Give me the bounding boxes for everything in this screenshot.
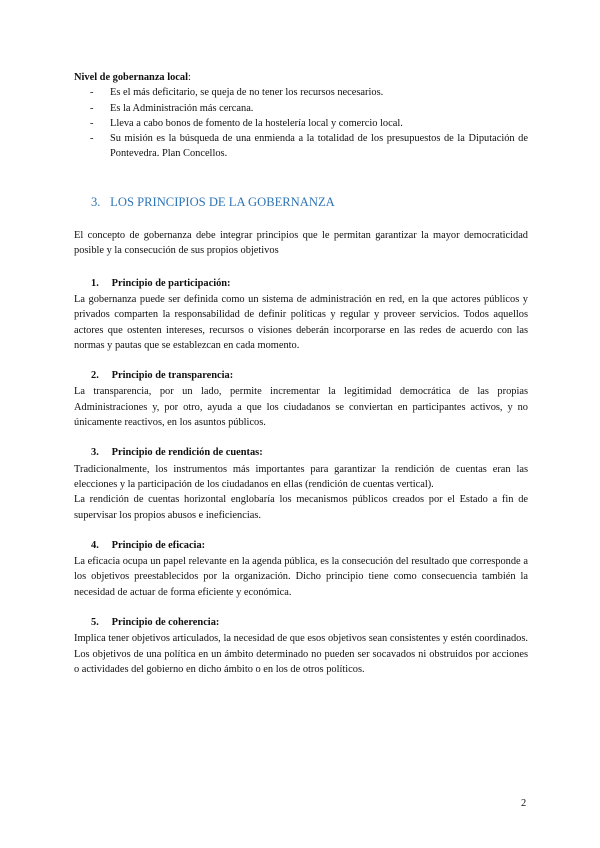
principle-paragraph: La transparencia, por un lado, permite incrementar la legitimidad democrática de las propias Administraciones y, por otro, ayuda a que los ciudadanos se conviertan en participantes activos, y no únicamente reactivos, en los asuntos públicos. bbox=[74, 386, 528, 429]
principle-title bbox=[74, 445, 528, 460]
principle-title-text: Principio de coherencia: bbox=[111, 617, 220, 629]
principle-accountability bbox=[74, 445, 528, 522]
section-intro: El concepto de gobernanza debe integrar principios que le permitan garantizar la mayor democraticidad posible y la consecución de sus propios objetivos bbox=[74, 230, 528, 257]
principle-participation bbox=[74, 276, 528, 353]
principle-paragraph: Tradicionalmente, los instrumentos más importantes para garantizar la rendición de cuentas eran las elecciones y la participación de los ciudadanos en ellas (rendición de cuentas vertical). bbox=[74, 463, 528, 490]
list-item bbox=[74, 131, 528, 162]
principle-number: 4. bbox=[91, 539, 99, 551]
list-item-text: Lleva a cabo bonos de fomento de la hostelería local y comercio local. bbox=[110, 117, 403, 129]
principle-title bbox=[74, 615, 528, 630]
page-number: 2 bbox=[521, 798, 527, 809]
list-item-text: Es el más deficitario, se queja de no tener los recursos necesarios. bbox=[110, 87, 384, 99]
local-governance-heading bbox=[74, 70, 528, 85]
principle-title-text: Principio de eficacia: bbox=[111, 539, 206, 551]
principle-paragraph: La gobernanza puede ser definida como un sistema de administración en red, en la que actores públicos y privados comparten la responsabilidad de definir políticas y regular y proveer servicios. Todos aquellos actores que ostenten intereses, recursos o visiones deberán incorporarse en las redes de acuerdo con las normas y pautas que se establezcan en cada momento. bbox=[74, 293, 528, 351]
section-title: LOS PRINCIPIOS DE LA GOBERNANZA bbox=[110, 194, 335, 209]
section-number: 3. bbox=[91, 194, 101, 209]
list-item bbox=[74, 85, 528, 100]
dash-marker: - bbox=[90, 102, 94, 114]
dash-marker: - bbox=[90, 87, 94, 99]
principle-paragraph: La rendición de cuentas horizontal englobaría los mecanismos públicos creados por el Estado a fin de supervisar los propios abusos e ineficiencias. bbox=[74, 494, 528, 521]
principle-number: 3. bbox=[91, 447, 99, 459]
local-governance-title: Nivel de gobernanza local bbox=[74, 72, 188, 83]
principle-title bbox=[74, 368, 528, 383]
principle-title-text: Principio de transparencia: bbox=[111, 370, 234, 382]
principle-title-text: Principio de rendición de cuentas: bbox=[111, 447, 263, 459]
local-governance-list bbox=[74, 85, 528, 161]
principle-title bbox=[74, 276, 528, 291]
principle-efficacy bbox=[74, 538, 528, 600]
principle-paragraph: Implica tener objetivos articulados, la necesidad de que esos objetivos sean consistentes y estén coordinados. Los objetivos de una política en un ámbito determinado no pueden ser socavados ni obstruidos por acciones o actividades del gobierno en dicho ámbito o en los de otros políticos. bbox=[74, 633, 528, 675]
principle-coherence bbox=[74, 615, 528, 677]
list-item bbox=[74, 116, 528, 131]
local-governance-title-suffix: : bbox=[188, 72, 191, 83]
list-item-text: Su misión es la búsqueda de una enmienda a la totalidad de los presupuestos de la Diputación de Pontevedra. Plan Concellos. bbox=[110, 133, 528, 160]
dash-marker: - bbox=[90, 117, 94, 129]
principle-title bbox=[74, 538, 528, 553]
principle-number: 1. bbox=[91, 277, 99, 289]
principle-title-text: Principio de participación: bbox=[111, 277, 231, 289]
section-heading bbox=[74, 195, 528, 210]
principle-paragraph: La eficacia ocupa un papel relevante en la agenda pública, es la consecución del resultado que corresponde a los objetivos preestablecidos por la organización. Dicho principio tiene como consecuencia también la necesidad de actuar de forma eficiente y económica. bbox=[74, 556, 528, 598]
dash-marker: - bbox=[90, 133, 94, 145]
list-item bbox=[74, 101, 528, 116]
list-item-text: Es la Administración más cercana. bbox=[110, 102, 254, 114]
principle-transparency bbox=[74, 368, 528, 430]
principle-number: 5. bbox=[91, 617, 99, 629]
principle-number: 2. bbox=[91, 370, 99, 382]
document-page bbox=[74, 70, 528, 692]
